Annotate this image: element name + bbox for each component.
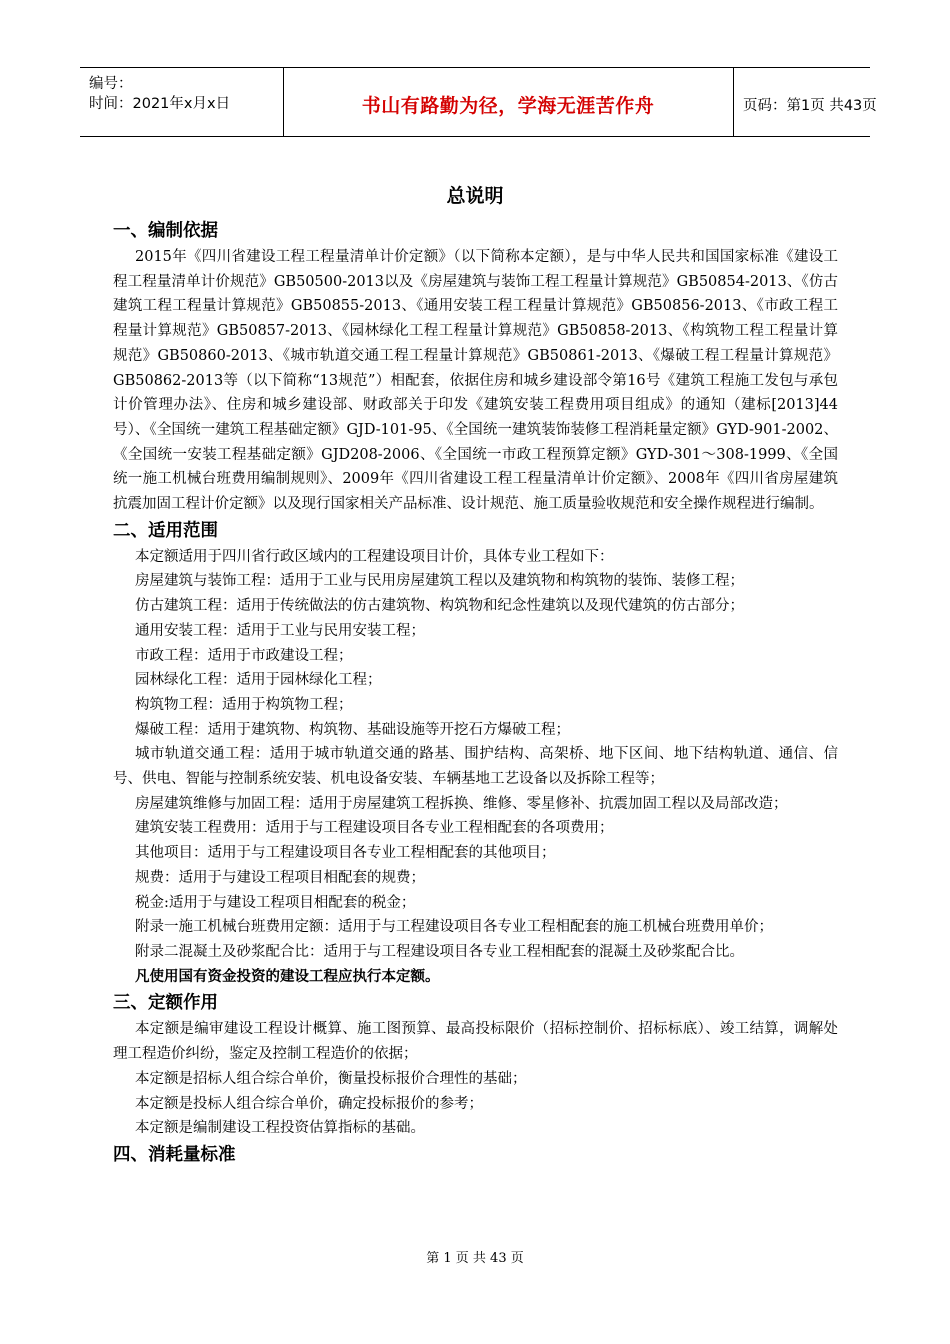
paragraph: 建筑安装工程费用：适用于与工程建设项目各专业工程相配套的各项费用；: [135, 820, 614, 837]
paragraph: 本定额适用于四川省行政区域内的工程建设项目计价，具体专业工程如下：: [135, 548, 614, 565]
document-date-label: 时间：2021年x月x日: [89, 96, 231, 112]
page-header: [80, 67, 877, 137]
header-page-cell: [733, 68, 877, 136]
header-motto-cell: [283, 68, 734, 136]
paragraph: 附录一施工机械台班费用定额：适用于与工程建设项目各专业工程相配套的施工机械台班费用单价；: [135, 919, 773, 936]
paragraph: 仿古建筑工程：适用于传统做法的仿古建筑物、构筑物和纪念性建筑以及现代建筑的仿古部分；: [135, 598, 744, 615]
paragraph: 本定额是编审建设工程设计概算、施工图预算、最高投标限价（招标控制价、招标标底）、竣工结算，调解处理工程造价纠纷，鉴定及控制工程造价的依据；: [113, 1021, 838, 1063]
header-page-info: 页码：第1页 共43页: [743, 98, 877, 114]
paragraph: 园林绿化工程：适用于园林绿化工程；: [135, 672, 382, 689]
paragraph: 税金:适用于与建设工程项目相配套的税金；: [135, 894, 416, 911]
paragraph: 爆破工程：适用于建筑物、构筑物、基础设施等开挖石方爆破工程；: [135, 721, 570, 738]
header-meta-cell: [80, 68, 284, 136]
section-heading: 四、消耗量标准: [113, 1144, 236, 1165]
page-footer: 第 1 页 共 43 页: [426, 1251, 524, 1266]
paragraph: 规费：适用于与建设工程项目相配套的规费；: [135, 869, 425, 886]
paragraph: 本定额是编制建设工程投资估算指标的基础。: [135, 1120, 425, 1137]
section-heading: 三、定额作用: [113, 993, 218, 1014]
section-heading: 一、编制依据: [113, 221, 218, 241]
emphasis-paragraph: 凡使用国有资金投资的建设工程应执行本定额。: [135, 968, 440, 985]
paragraph: 其他项目：适用于与工程建设项目各专业工程相配套的其他项目；: [135, 845, 556, 862]
paragraph: 房屋建筑与装饰工程：适用于工业与民用房屋建筑工程以及建筑物和构筑物的装饰、装修工程；: [135, 573, 744, 590]
paragraph: 本定额是投标人组合综合单价，确定投标报价的参考；: [135, 1095, 483, 1112]
document-title: 总说明: [446, 185, 504, 207]
paragraph: 房屋建筑维修与加固工程：适用于房屋建筑工程拆换、维修、零星修补、抗震加固工程以及局部改造；: [135, 795, 788, 812]
paragraph: 附录二混凝土及砂浆配合比：适用于与工程建设项目各专业工程相配套的混凝土及砂浆配合比。: [135, 943, 744, 960]
document-body: [113, 217, 838, 1169]
paragraph: 构筑物工程：适用于构筑物工程；: [135, 696, 353, 713]
paragraph: 本定额是招标人组合综合单价，衡量投标报价合理性的基础；: [135, 1070, 527, 1087]
paragraph: 2015年《四川省建设工程工程量清单计价定额》（以下简称本定额），是与中华人民共和国国家标准《建设工程工程量清单计价规范》GB50500-2013以及《房屋建筑与装饰工程工程量计算规范》GB50854-2013、《仿古建筑工程工程量计算规范》GB50855-2013、《通用安装工程工程量计算规范》GB50856-2013、《市政工程工程量计算规范》GB50857-2013、《园林绿化工程工程量计算规范》GB50858-2013、《构筑物工程工程量计算规范》GB50860-2013、《城市轨道交通工程工程量计算规范》GB50861-2013、《爆破工程工程量计算规范》GB50862-2013等（以下简称“13规范”）相配套，依据住房和城乡建设部令第16号《建筑工程施工发包与承包计价管理办法》、住房和城乡建设部、财政部关于印发《建筑安装工程费用项目组成》的通知（建标[2013]44号）、《全国统一建筑工程基础定额》GJD-101-95、《全国统一建筑装饰装修工程消耗量定额》GYD-901-2002、《全国统一安装工程基础定额》GJD208-2006、《全国统一市政工程预算定额》GYD-301～308-1999、《全国统一施工机械台班费用编制规则》、2009年《四川省建设工程工程量清单计价定额》、2008年《四川省房屋建筑抗震加固工程计价定额》以及现行国家相关产品标准、设计规范、施工质量验收规范和安全操作规程进行编制。: [113, 249, 838, 513]
section-heading: 二、适用范围: [113, 520, 218, 541]
paragraph: 城市轨道交通工程：适用于城市轨道交通的路基、围护结构、高架桥、地下区间、地下结构轨道、通信、信号、供电、智能与控制系统安装、机电设备安装、车辆基地工艺设备以及拆除工程等；: [113, 746, 838, 788]
header-motto: 书山有路勤为径，学海无涯苦作舟: [361, 95, 655, 117]
document-number-label: 编号：: [89, 76, 133, 92]
paragraph: 市政工程：适用于市政建设工程；: [135, 647, 353, 664]
paragraph: 通用安装工程：适用于工业与民用安装工程；: [135, 622, 425, 639]
